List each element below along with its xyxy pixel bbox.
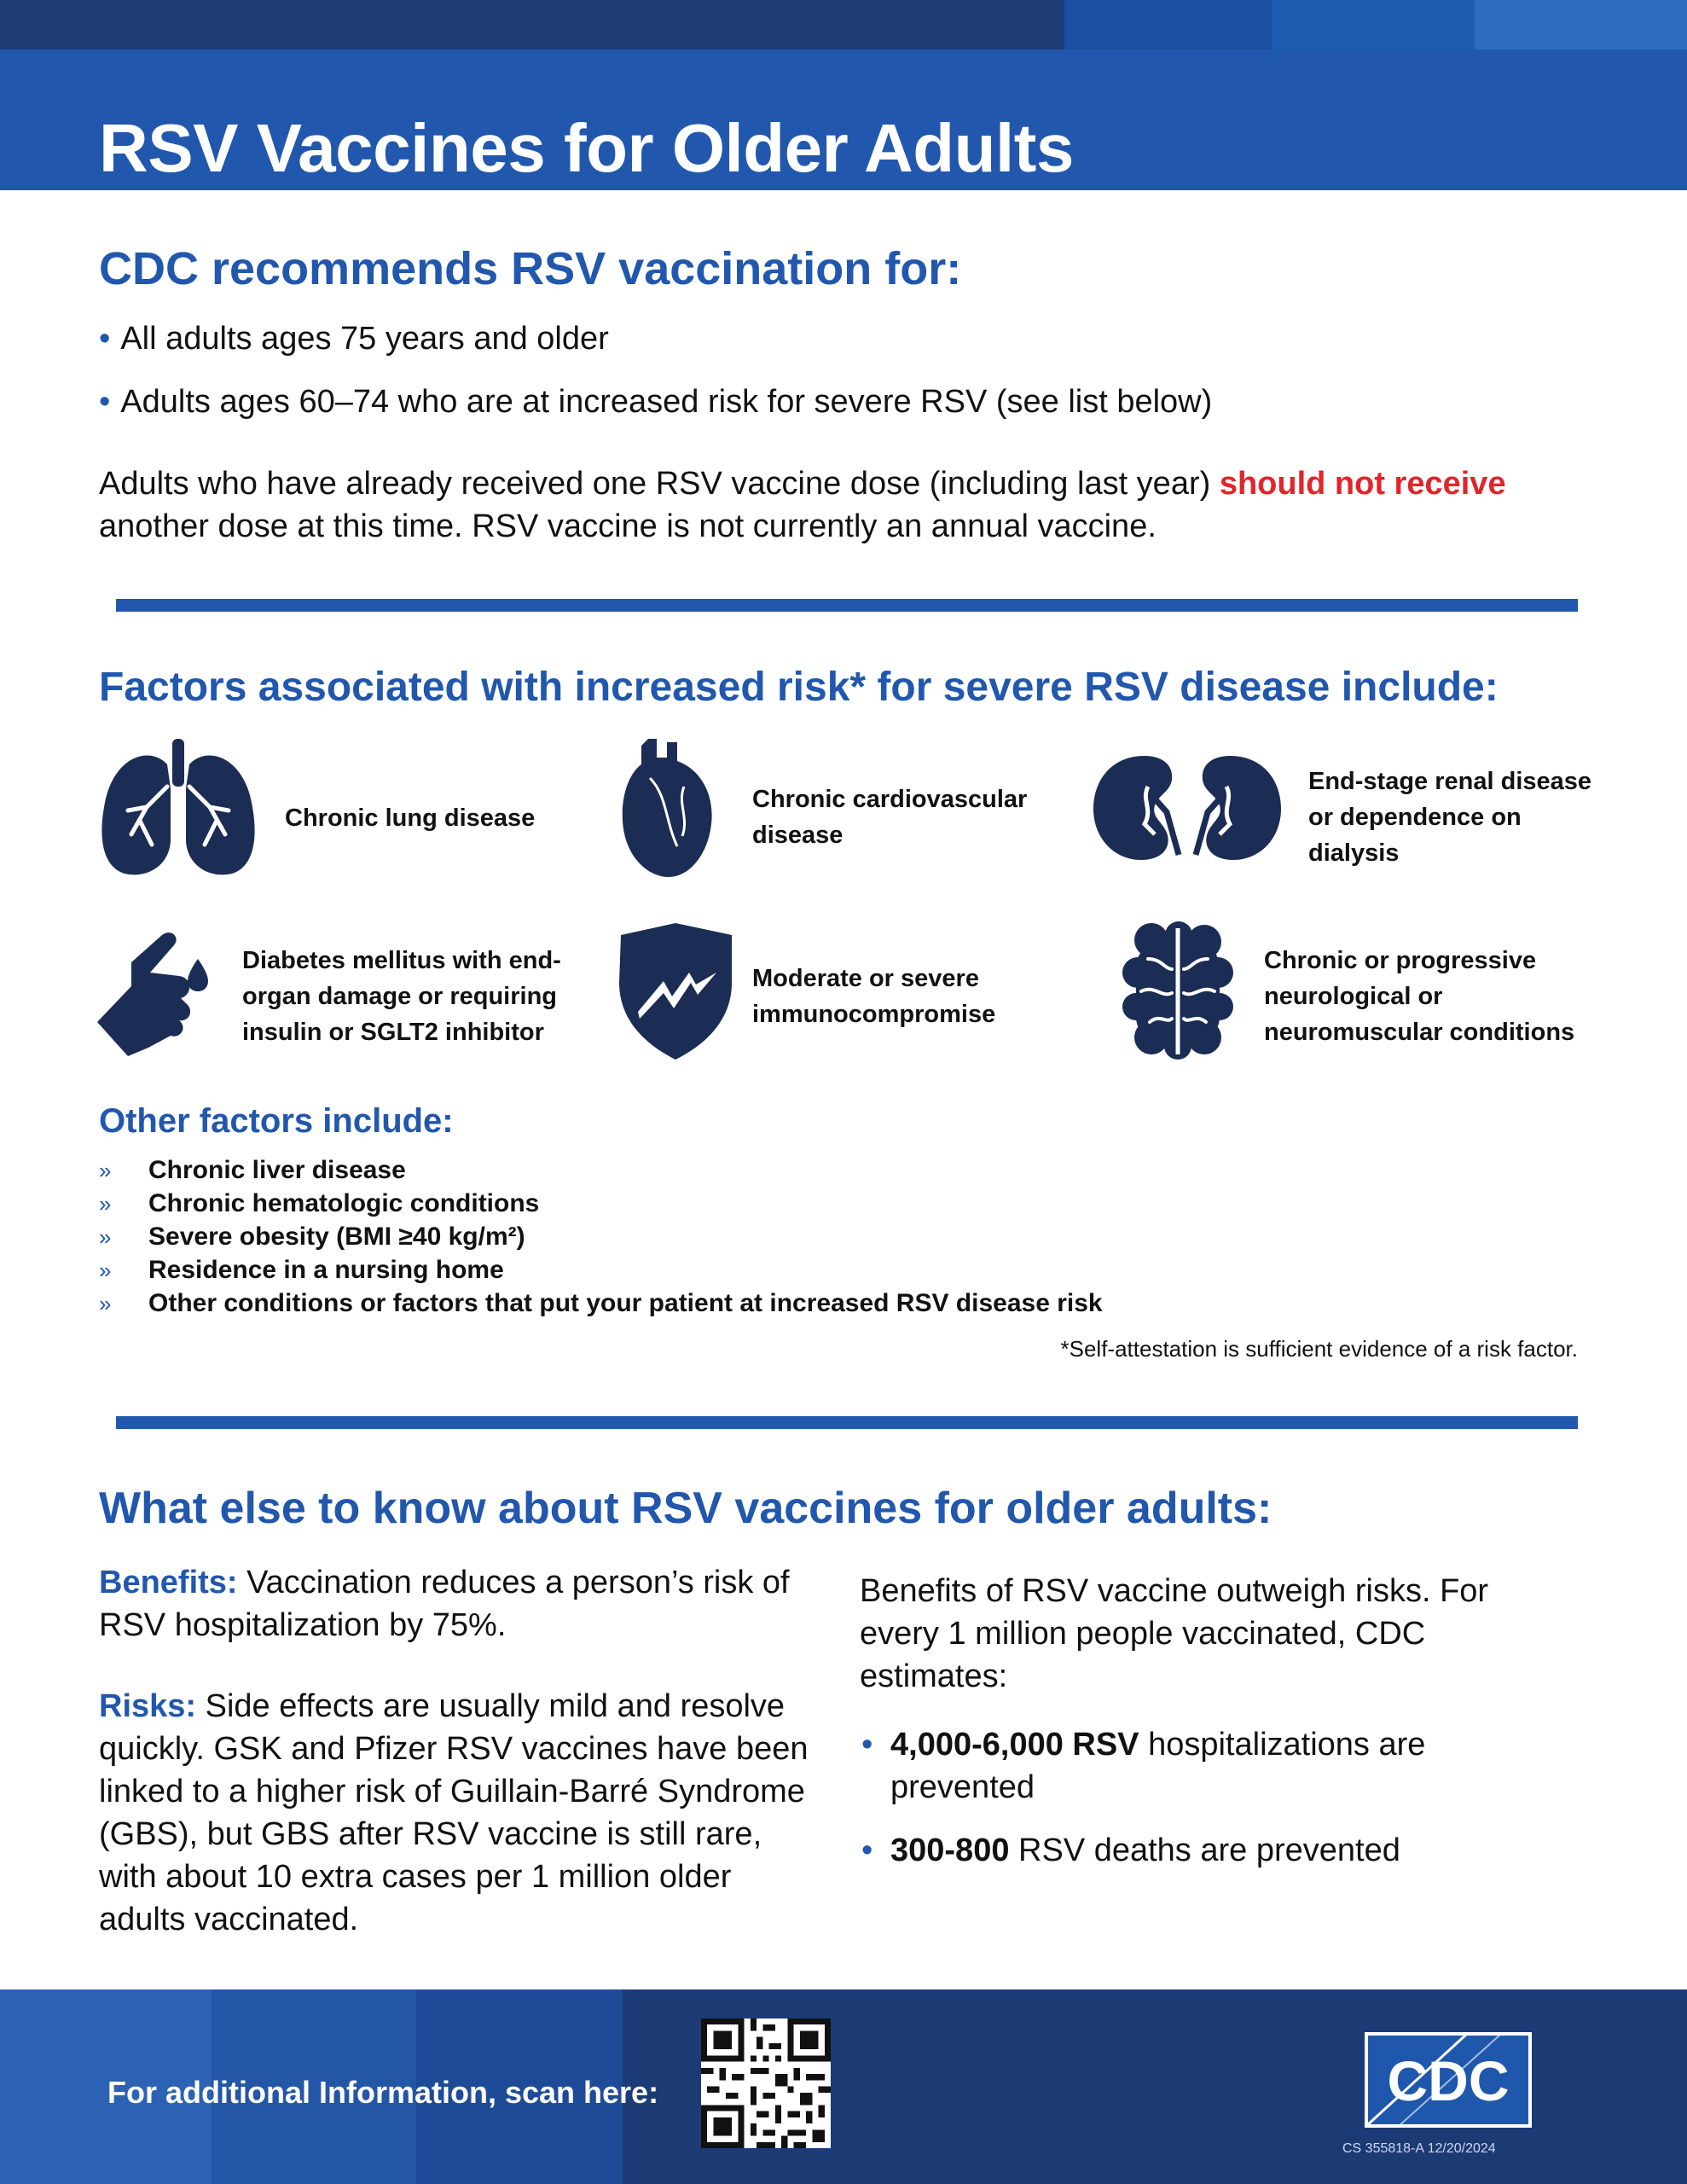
other-factors-heading: Other factors include: <box>99 1102 454 1140</box>
risk-factor-label: Chronic or progressive neurological or neuromuscular conditions <box>1264 947 1575 1046</box>
list-item: • 4,000-6,000 RSV hospitalizations are prevented <box>860 1723 1576 1809</box>
recommendations-heading: CDC recommends RSV vaccination for: <box>99 243 962 294</box>
risk-factors-heading: Factors associated with increased risk* for severe RSV disease include: <box>99 665 1499 710</box>
risk-factor-label: Chronic lung disease <box>285 804 536 832</box>
broken-shield-icon <box>616 923 733 1060</box>
risks-paragraph: Risks: Side effects are usually mild and resolve quickly. GSK and Pfizer RSV vaccines have been linked to a higher risk of Guillain-Barré Syndrome (GBS), but GBS after RSV vaccine is still rare, with about 10 extra cases per 1 million older adults vaccinated. <box>99 1688 809 1937</box>
section-divider <box>116 599 1578 612</box>
bullet-icon: • <box>99 321 111 357</box>
chevron-right-icon: » <box>99 1158 112 1183</box>
scan-prompt: For additional Information, scan here: <box>107 2075 659 2110</box>
benefits-paragraph: Benefits: Vaccination reduces a person’s risk of RSV hospitalization by 75%. <box>99 1565 790 1643</box>
recommendation-item: • All adults ages 75 years and older <box>99 321 609 357</box>
risk-factor-label: End-stage renal disease or dependence on dialysis <box>1308 768 1592 867</box>
finger-blood-drop-icon <box>97 921 217 1058</box>
risk-factor-label: Moderate or severe immunocompromise <box>752 965 996 1028</box>
lungs-icon <box>99 739 258 877</box>
dose-note: Adults who have already received one RSV vaccine dose (including last year) should not receive another dose at this time. RSV vaccine is not currently an annual vaccine. <box>99 466 1506 544</box>
page-title: RSV Vaccines for Older Adults <box>99 110 1074 186</box>
brain-icon <box>1122 921 1233 1061</box>
footnote: *Self-attestation is sufficient evidence of a risk factor. <box>1060 1336 1578 1362</box>
bullet-icon: • <box>99 384 111 420</box>
top-color-strip <box>0 0 1687 49</box>
section-divider <box>116 1416 1578 1429</box>
should-not-receive-warning: should not receive <box>1219 466 1506 502</box>
list-item: » Chronic liver disease <box>99 1153 1103 1187</box>
heart-icon <box>616 735 716 879</box>
list-item: » Residence in a nursing home <box>99 1253 1103 1287</box>
benefit-estimate-intro: Benefits of RSV vaccine outweigh risks. For every 1 million people vaccinated, CDC estimates: <box>860 1573 1489 1694</box>
chevron-right-icon: » <box>99 1291 112 1316</box>
document-code: CS 355818-A 12/20/2024 <box>1342 2141 1496 2156</box>
svg-text:CDC: CDC <box>1387 2049 1510 2112</box>
benefit-stats-list <box>860 1723 1576 1892</box>
list-item: » Severe obesity (BMI ≥40 kg/m²) <box>99 1220 1103 1253</box>
list-item: » Other conditions or factors that put your patient at increased RSV disease risk <box>99 1287 1103 1320</box>
list-item: • 300-800 RSV deaths are prevented <box>860 1829 1576 1872</box>
recommendation-item: • Adults ages 60–74 who are at increased risk for severe RSV (see list below) <box>99 384 1213 420</box>
qr-code[interactable] <box>701 2018 831 2148</box>
cdc-logo <box>1365 2032 1532 2132</box>
chevron-right-icon: » <box>99 1258 112 1283</box>
chevron-right-icon: » <box>99 1191 112 1217</box>
chevron-right-icon: » <box>99 1224 112 1250</box>
list-item: » Chronic hematologic conditions <box>99 1187 1103 1220</box>
kidneys-icon <box>1093 752 1281 863</box>
risk-factor-label: Diabetes mellitus with end-organ damage or requiring insulin or SGLT2 inhibitor <box>242 947 561 1046</box>
what-else-heading: What else to know about RSV vaccines for older adults: <box>99 1484 1272 1533</box>
risk-factor-label: Chronic cardiovascular disease <box>752 786 1028 849</box>
other-factors-list <box>99 1153 1103 1320</box>
